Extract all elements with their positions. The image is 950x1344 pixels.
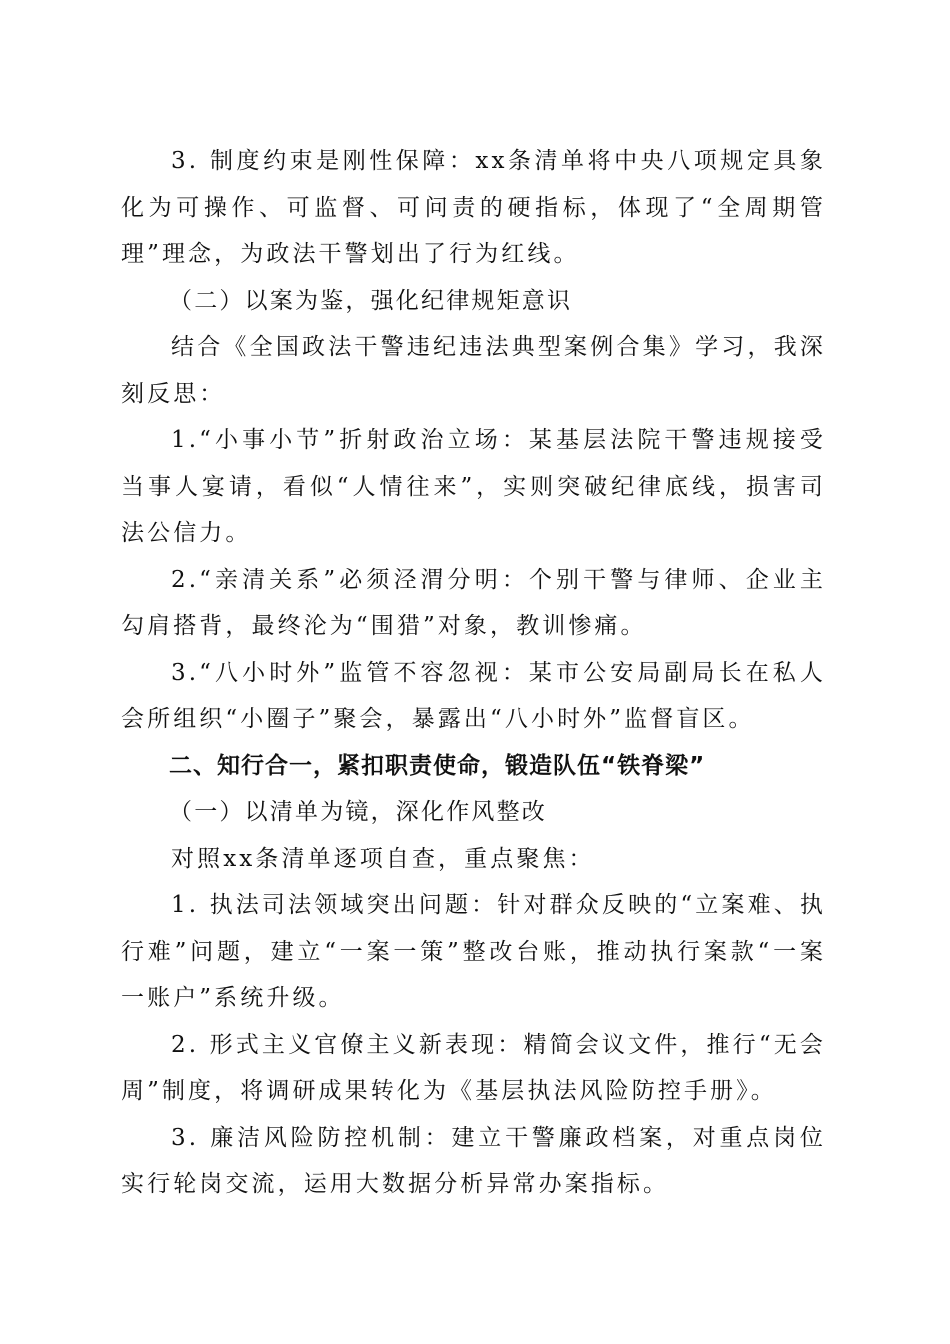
paragraph-after-hours: 3.“八小时外”监管不容忽视：某市公安局副局长在私人会所组织“小圈子”聚会，暴露出“八小时外”监督盲区。: [121, 659, 826, 732]
section-heading-two: 二、知行合一，紧扣职责使命，锻造队伍“铁脊梁”: [169, 752, 706, 779]
paragraph-law-enforcement: 1. 执法司法领域突出问题：针对群众反映的“立案难、执行难”问题，建立“一案一策”整改台账，推动执行案款“一案一账户”系统升级。: [121, 892, 826, 1011]
paragraph-case-intro: 结合《全国政法干警违纪违法典型案例合集》学习，我深刻反思：: [121, 334, 826, 407]
paragraph-clean-relations: 2.“亲清关系”必须泾渭分明：个别干警与律师、企业主勾肩搭背，最终沦为“围猎”对象，教训惨痛。: [121, 566, 826, 639]
paragraph-self-check: 对照xx条清单逐项自查，重点聚焦：: [171, 845, 595, 872]
subheading-case-lessons: （二）以案为鉴，强化纪律规矩意识: [169, 287, 573, 314]
paragraph-small-matters: 1.“小事小节”折射政治立场：某基层法院干警违规接受当事人宴请，看似“人情往来”，实则突破纪律底线，损害司法公信力。: [121, 427, 826, 546]
paragraph-institutional-constraint: 3. 制度约束是刚性保障：xx条清单将中央八项规定具象化为可操作、可监督、可问责的硬指标，体现了“全周期管理”理念，为政法干警划出了行为红线。: [121, 148, 826, 267]
subheading-checklist-mirror: （一）以清单为镜，深化作风整改: [169, 799, 547, 825]
paragraph-formalism: 2. 形式主义官僚主义新表现：精简会议文件，推行“无会周”制度，将调研成果转化为《基层执法风险防控手册》。: [121, 1031, 826, 1104]
document-body: [121, 138, 826, 1208]
paragraph-integrity-risk: 3. 廉洁风险防控机制：建立干警廉政档案，对重点岗位实行轮岗交流，运用大数据分析异常办案指标。: [121, 1124, 826, 1197]
